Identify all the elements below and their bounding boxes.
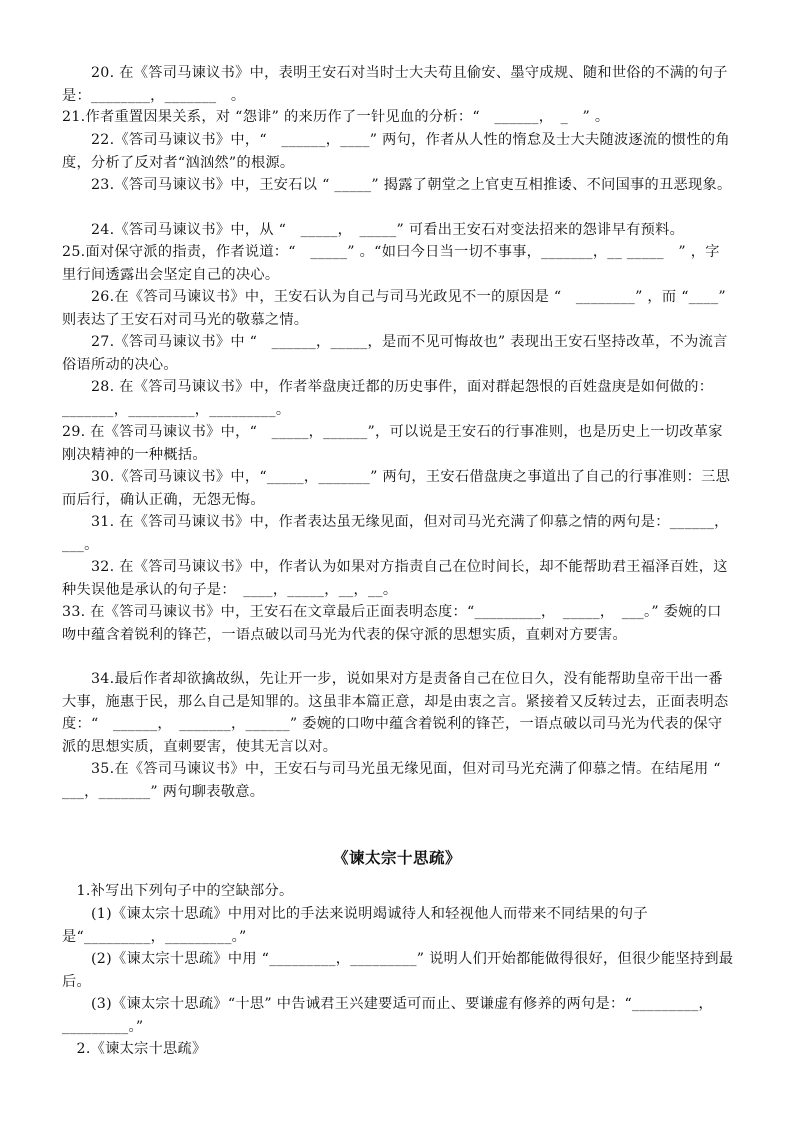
question-25: 25.面对保守派的指责，作者说道：“ _____” 。“如曰今日当一切不事事，_______，__ _____ ” ，字里行间透露出会坚定自己的决心。 <box>62 244 720 283</box>
exercise-1-item-1: (1)《谏太宗十思疏》中用对比的手法来说明竭诚待人和轻视他人而带来不同结果的句子是“_________，_________。” <box>62 906 649 945</box>
question-21: 21.作者重置因果关系，对 “怨诽” 的来历作了一针见血的分析：“ ______， _ ” 。 <box>62 109 610 125</box>
question-27: 27.《答司马谏议书》中 “ ______，_____，是而不见可悔故也” 表现出王安石坚持改革，不为流言俗语所动的决心。 <box>62 334 728 373</box>
exercise-1-heading: 1.补写出下列句子中的空缺部分。 <box>62 883 294 899</box>
question-20: 20. 在《答司马谏议书》中，表明王安石对当时士大夫苟且偷安、墨守成规、随和世俗的不满的句子是：________，_______ 。 <box>62 65 728 104</box>
question-34: 34.最后作者却欲擒故纵，先让开一步，说如果对方是责备自己在位日久，没有能帮助皇帝干出一番大事，施惠于民，那么自己是知罪的。这虽非本篇正意，却是由衷之言。紧接着又反转过去，正面表明态度：“ ______， _______，______” 委婉的口吻中蕴含着锐利的锋芒，一语点破以司马光为代表的保守派的思想实质，直刺要害，使其无言以对。 <box>62 671 729 755</box>
exercise-1-item-3: (3)《谏太宗十思疏》“十思” 中告诫君王兴建要适可而止、要谦虚有修养的两句是：“_________，_________。” <box>62 996 714 1035</box>
question-26: 26.在《答司马谏议书》中，王安石认为自己与司马光政见不一的原因是 “ ________” ，而 “____” 则表达了王安石对司马光的敬慕之情。 <box>62 289 731 328</box>
question-28: 28. 在《答司马谏议书》中，作者举盘庚迁都的历史事件，面对群起怨恨的百姓盘庚是如何做的：_______，_________，_________。 <box>62 379 714 418</box>
question-31: 31. 在《答司马谏议书》中，作者表达虽无缘见面，但对司马光充满了仰慕之情的两句是：______，___。 <box>62 514 729 553</box>
exercise-2-heading: 2.《谏太宗十思疏》 <box>62 1041 207 1057</box>
exercise-1-item-2: (2)《谏太宗十思疏》中用 “_________，_________” 说明人们开始都能做得很好，但很少能坚持到最后。 <box>62 951 734 990</box>
question-22: 22.《答司马谏议书》中，“ ______，____” 两句，作者从人性的惰怠及士大夫随波逐流的惯性的角度，分析了反对者“汹汹然”的根源。 <box>62 132 730 171</box>
question-32: 32. 在《答司马谏议书》中，作者认为如果对方指责自己在位时间长，却不能帮助君王福泽百姓，这种失误他是承认的句子是： ____，_____，__，__。 <box>62 559 728 598</box>
question-23: 23.《答司马谏议书》中，王安石以 “ _____” 揭露了朝堂之上官吏互相推诿、不问国事的丑恶现象。 <box>62 177 732 193</box>
question-24: 24.《答司马谏议书》中，从 “ _____， _____” 可看出王安石对变法招来的怨诽早有预料。 <box>62 222 685 238</box>
question-30: 30.《答司马谏议书》中，“_____，_______” 两句，王安石借盘庚之事道出了自己的行事准则：三思而后行，确认正确，无怨无悔。 <box>62 469 731 508</box>
question-33: 33. 在《答司马谏议书》中，王安石在文章最后正面表明态度：“_________， _____， ___。” 委婉的口吻中蕴含着锐利的锋芒，一语点破以司马光为代表的保守派的思想实质，直刺对方要害。 <box>62 604 722 643</box>
section-title: 《谏太宗十思疏》 <box>332 848 461 867</box>
question-35: 35.在《答司马谏议书》中，王安石与司马光虽无缘见面，但对司马光充满了仰慕之情。在结尾用 “ ___，_______” 两句聊表敬意。 <box>62 761 726 800</box>
question-29: 29. 在《答司马谏议书》中，“ _____，______”，可以说是王安石的行事准则，也是历史上一切改革家刚决精神的一种概括。 <box>62 424 723 463</box>
